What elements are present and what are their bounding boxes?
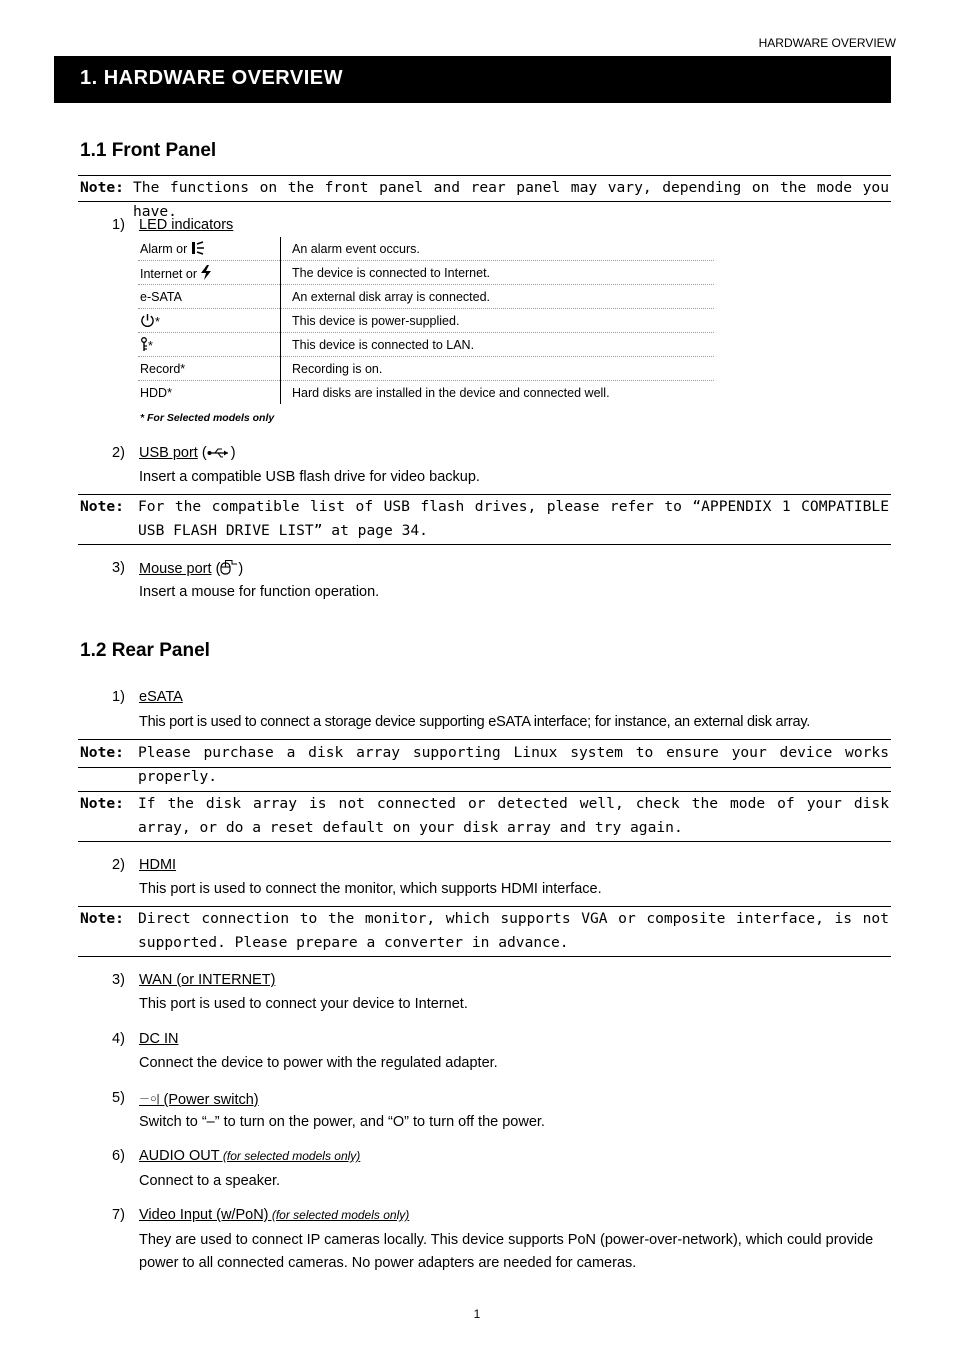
video-input-description: They are used to connect IP cameras locally. This device supports PoN (power-over-network), which could provide power to all connected cameras. No power adapters are needed for cameras. <box>139 1232 874 1271</box>
led-value: An alarm event occurs. <box>281 237 715 261</box>
table-row <box>138 237 714 261</box>
item-number: 4) <box>112 1031 125 1047</box>
power-switch-symbol: －○| <box>139 1093 160 1105</box>
audio-out-title: AUDIO OUT (for selected models only) <box>139 1148 361 1164</box>
note-label: Note: <box>80 795 124 812</box>
led-indicators-title: LED indicators <box>139 217 234 233</box>
mouse-port-title-line: Mouse port ( ) <box>139 561 244 577</box>
note-label: Note: <box>80 498 124 515</box>
note-text: If the disk array is not connected or detected well, check the mode of your disk array, or do a reset default on your disk array and try again. <box>138 795 889 836</box>
led-key: e-SATA <box>138 285 281 309</box>
table-row <box>138 381 714 405</box>
led-table <box>138 237 714 404</box>
selected-models-qualifier: (for selected models only) <box>219 1149 361 1163</box>
led-value: Hard disks are installed in the device and connected well. <box>292 385 610 400</box>
power-switch-description: Switch to “–” to turn on the power, and “O” to turn off the power. <box>139 1114 545 1130</box>
item-number: 5) <box>112 1090 125 1106</box>
hdmi-title: HDMI <box>139 857 177 873</box>
chapter-title: 1. HARDWARE OVERVIEW <box>80 67 343 89</box>
dc-in-description: Connect the device to power with the regulated adapter. <box>139 1055 498 1071</box>
running-header: HARDWARE OVERVIEW <box>758 36 896 50</box>
item-number: 2) <box>112 445 125 461</box>
table-row <box>138 333 714 357</box>
usb-port-description: Insert a compatible USB flash drive for video backup. <box>139 469 480 485</box>
led-value: The device is connected to Internet. <box>281 261 715 285</box>
table-row <box>138 285 714 309</box>
led-value: Recording is on. <box>281 357 715 381</box>
front-panel-heading: 1.1 Front Panel <box>80 140 217 161</box>
mouse-port-title: Mouse port <box>139 561 212 577</box>
led-key: Alarm or <box>138 237 281 261</box>
note-text: For the compatible list of USB flash drives, please refer to “APPENDIX 1 COMPATIBLE USB FLASH DRIVE LIST” at page 34. <box>138 498 889 539</box>
table-row <box>138 261 714 285</box>
rear-panel-heading: 1.2 Rear Panel <box>80 640 210 661</box>
item-number: 1) <box>112 217 125 233</box>
item-number: 7) <box>112 1207 125 1223</box>
esata-note-linux <box>78 739 891 785</box>
table-row <box>138 309 714 333</box>
video-input-title: Video Input (w/PoN) (for selected models only) <box>139 1207 410 1223</box>
page-number: 1 <box>473 1307 481 1321</box>
led-key: * <box>138 309 281 333</box>
power-icon <box>140 313 155 328</box>
led-value: This device is connected to LAN. <box>281 333 715 357</box>
table-footnote: * For Selected models only <box>140 412 275 424</box>
esata-description: This port is used to connect a storage device supporting eSATA interface; for instance, an external disk array. <box>139 714 811 730</box>
note-text: The functions on the front panel and rear panel may vary, depending on the mode you have. <box>133 179 889 220</box>
led-key: HDD* <box>138 381 281 405</box>
usb-note <box>78 494 891 545</box>
hdmi-description: This port is used to connect the monitor, which supports HDMI interface. <box>139 881 602 897</box>
note-label: Note: <box>80 910 124 927</box>
mouse-port-description: Insert a mouse for function operation. <box>139 584 380 600</box>
usb-port-title-line: USB port ( ) <box>139 445 236 461</box>
note-text: Direct connection to the monitor, which supports VGA or composite interface, is not supported. Please prepare a converter in advance. <box>138 910 889 951</box>
audio-out-description: Connect to a speaker. <box>139 1173 281 1189</box>
lan-icon <box>140 337 148 352</box>
led-value: An external disk array is connected. <box>281 285 715 309</box>
front-panel-note <box>78 175 891 220</box>
lightning-icon <box>200 265 212 280</box>
item-number: 2) <box>112 857 125 873</box>
led-key: Internet or <box>138 261 281 285</box>
usb-port-title: USB port <box>139 445 198 461</box>
table-row <box>138 357 714 381</box>
alarm-icon <box>191 241 205 255</box>
esata-note-detect <box>78 791 891 842</box>
led-key: Record* <box>138 357 281 381</box>
wan-description: This port is used to connect your device to Internet. <box>139 996 468 1012</box>
item-number: 1) <box>112 689 125 705</box>
chapter-title-bar <box>54 56 891 103</box>
item-number: 3) <box>112 972 125 988</box>
esata-title: eSATA <box>139 689 183 705</box>
led-value: This device is power-supplied. <box>281 309 715 333</box>
mouse-icon <box>220 560 238 575</box>
note-text: Please purchase a disk array supporting Linux system to ensure your device works properly. <box>138 744 889 785</box>
power-switch-title: －○| (Power switch) <box>139 1092 259 1108</box>
item-number: 6) <box>112 1148 125 1164</box>
usb-icon <box>207 447 231 459</box>
hdmi-note <box>78 906 891 957</box>
note-label: Note: <box>80 744 124 761</box>
note-label: Note: <box>80 179 124 196</box>
led-key: * <box>138 333 281 357</box>
dc-in-title: DC IN <box>139 1031 179 1047</box>
item-number: 3) <box>112 560 125 576</box>
wan-title: WAN (or INTERNET) <box>139 972 276 988</box>
selected-models-qualifier: (for selected models only) <box>268 1208 410 1222</box>
